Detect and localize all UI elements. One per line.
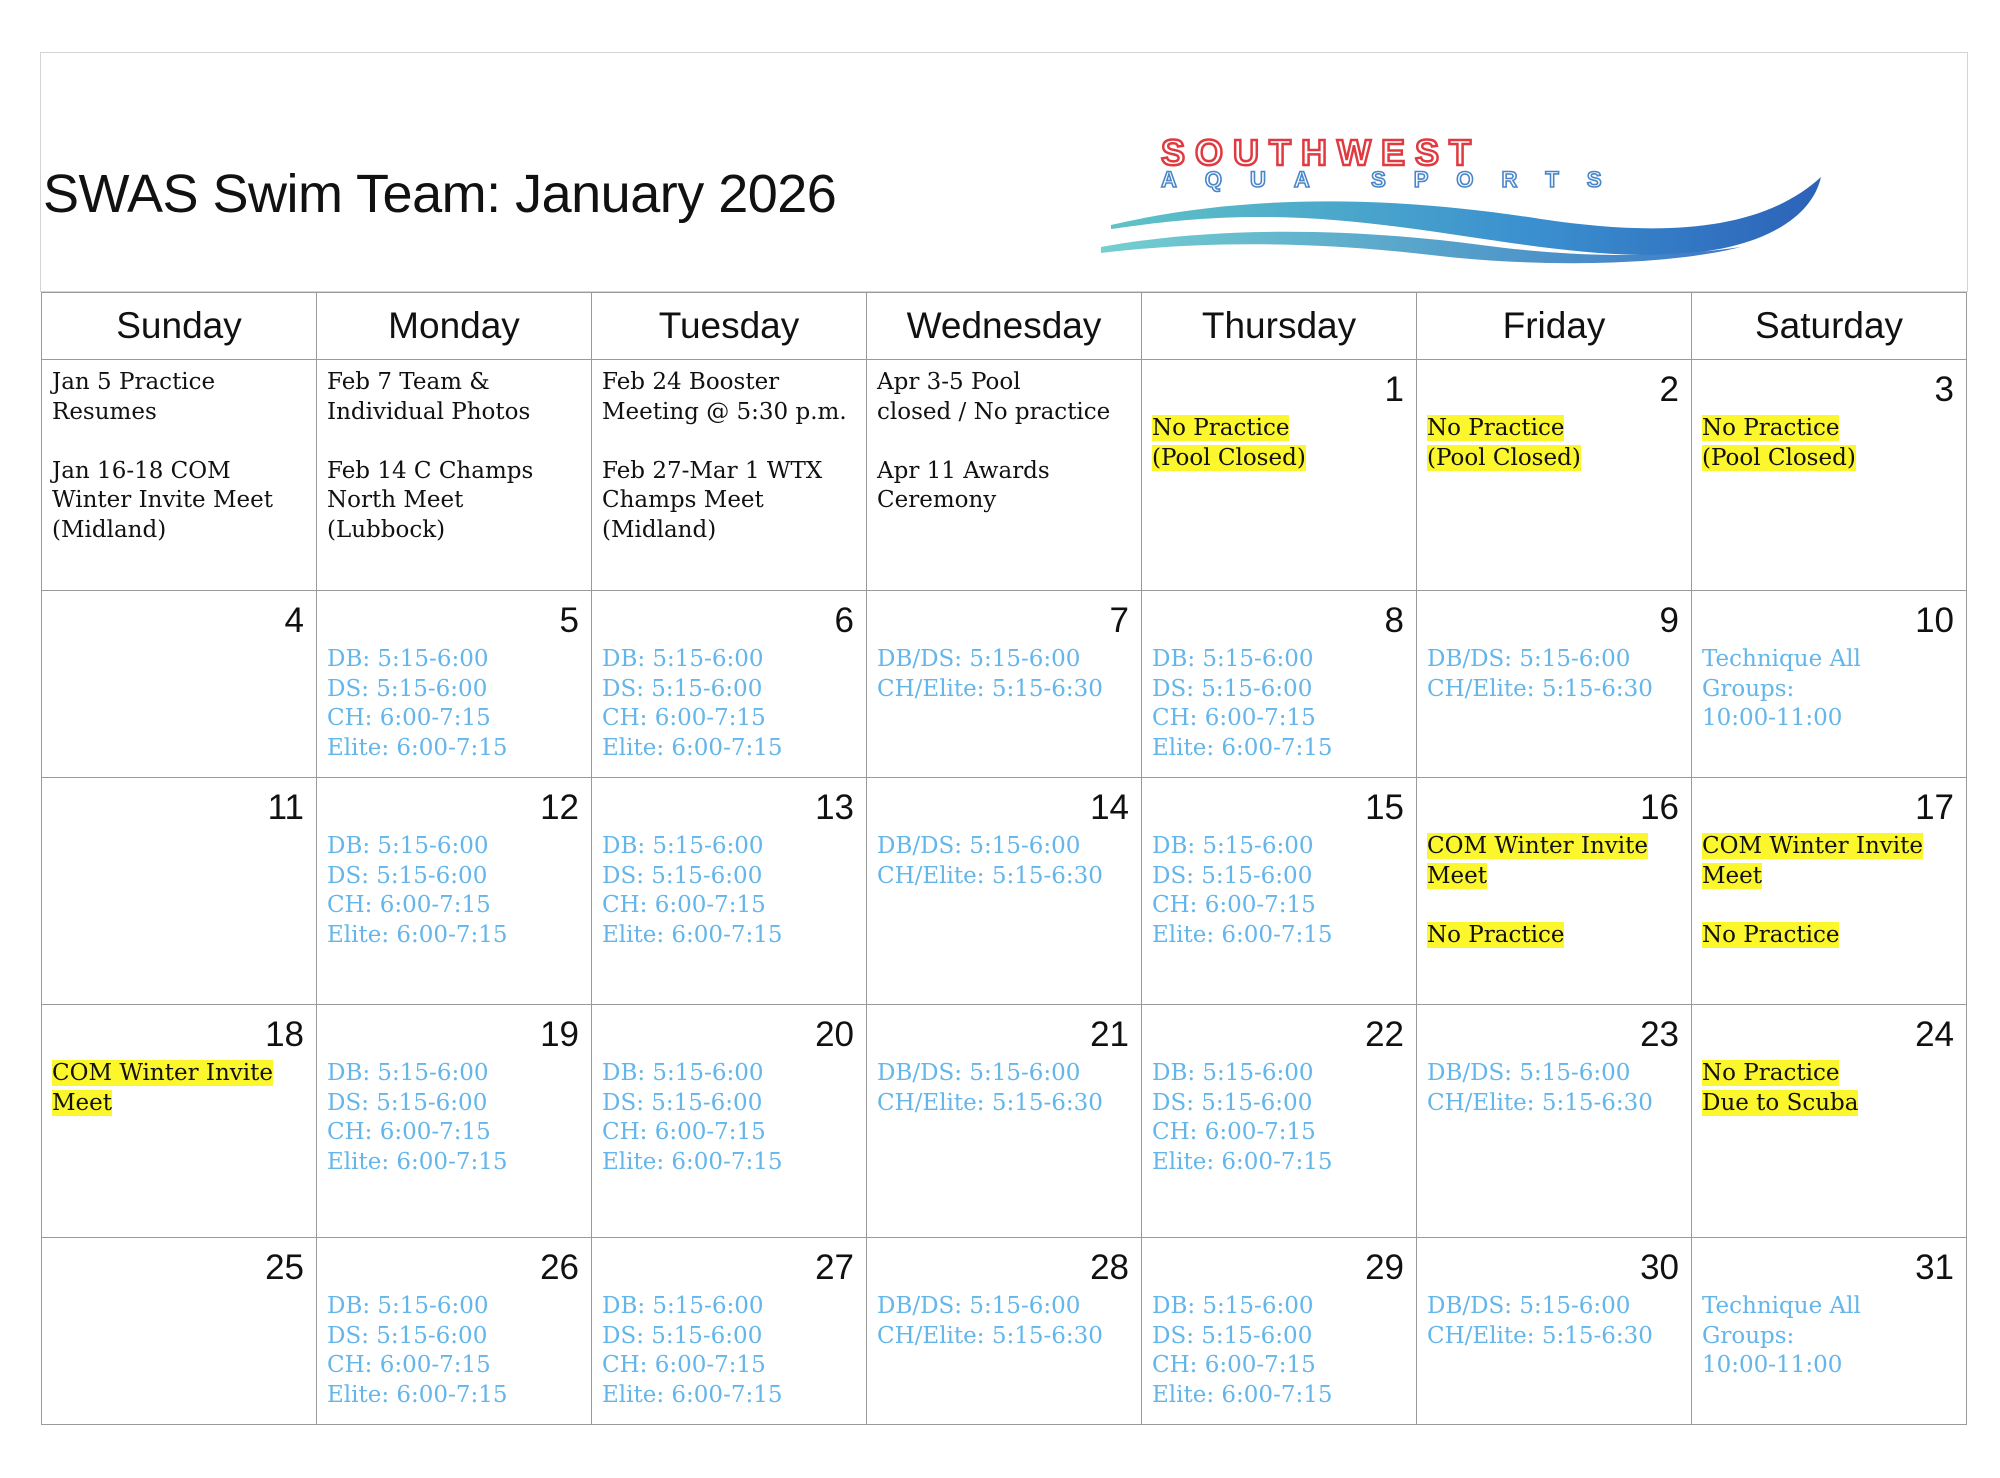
week-row-3: [42, 778, 1967, 1005]
practice-schedule: DB: 5:15-6:00 DS: 5:15-6:00 CH: 6:00-7:15 Elite: 6:00-7:15: [1152, 646, 1333, 761]
calendar-grid: [41, 292, 1967, 1425]
day-cell-19: [317, 1005, 592, 1238]
day-number: 9: [1659, 601, 1679, 640]
practice-schedule: DB/DS: 5:15-6:00 CH/Elite: 5:15-6:30: [1427, 1060, 1653, 1116]
day-cell-15: [1142, 778, 1417, 1005]
day-number: 17: [1915, 788, 1954, 827]
notes-cell-sunday: [42, 360, 317, 591]
highlighted-text: No Practice: [1702, 921, 1840, 948]
notes-cell-monday: [317, 360, 592, 591]
practice-schedule: DB/DS: 5:15-6:00 CH/Elite: 5:15-6:30: [877, 833, 1103, 889]
highlighted-text: No Practice: [1427, 921, 1565, 948]
practice-schedule: DB: 5:15-6:00 DS: 5:15-6:00 CH: 6:00-7:15 Elite: 6:00-7:15: [602, 646, 783, 761]
week-row-5: [42, 1238, 1967, 1425]
logo-wordmark-aqua-sports: AQUA SPORTS: [1161, 167, 1630, 192]
day-cell-27: [592, 1238, 867, 1425]
day-number: 24: [1915, 1015, 1954, 1054]
southwest-aqua-sports-logo: [1101, 137, 1881, 267]
practice-schedule: DB/DS: 5:15-6:00 CH/Elite: 5:15-6:30: [1427, 1293, 1653, 1349]
header-box: [40, 52, 1968, 292]
day-cell-2: [1417, 360, 1692, 591]
day-number: 19: [540, 1015, 579, 1054]
practice-schedule: DB: 5:15-6:00 DS: 5:15-6:00 CH: 6:00-7:15 Elite: 6:00-7:15: [327, 1293, 508, 1408]
week-row-2: [42, 591, 1967, 778]
day-number: 20: [815, 1015, 854, 1054]
day-cell-1: [1142, 360, 1417, 591]
highlighted-text: COM Winter Invite: [1702, 833, 1923, 859]
day-number: 7: [1109, 601, 1129, 640]
highlighted-text: No Practice: [1702, 1060, 1840, 1086]
practice-schedule: DB/DS: 5:15-6:00 CH/Elite: 5:15-6:30: [1427, 646, 1653, 702]
highlighted-text: Meet: [52, 1089, 113, 1116]
day-number: 5: [559, 601, 579, 640]
practice-schedule: DB: 5:15-6:00 DS: 5:15-6:00 CH: 6:00-7:15 Elite: 6:00-7:15: [602, 1060, 783, 1175]
weekday-thursday: Thursday: [1142, 293, 1417, 360]
day-number: 12: [540, 788, 579, 827]
day-cell-3: [1692, 360, 1967, 591]
day-number: 15: [1365, 788, 1404, 827]
practice-schedule: DB/DS: 5:15-6:00 CH/Elite: 5:15-6:30: [877, 1293, 1103, 1349]
practice-schedule: DB: 5:15-6:00 DS: 5:15-6:00 CH: 6:00-7:15 Elite: 6:00-7:15: [327, 1060, 508, 1175]
day-number: 1: [1384, 370, 1404, 409]
day-cell-21: [867, 1005, 1142, 1238]
event-note: [1702, 832, 1956, 950]
highlighted-text: No Practice: [1152, 415, 1290, 441]
practice-schedule: DB: 5:15-6:00 DS: 5:15-6:00 CH: 6:00-7:15 Elite: 6:00-7:15: [1152, 1293, 1333, 1408]
day-number: 21: [1090, 1015, 1129, 1054]
highlighted-text: Meet: [1702, 862, 1763, 889]
practice-schedule: DB: 5:15-6:00 DS: 5:15-6:00 CH: 6:00-7:15 Elite: 6:00-7:15: [1152, 1060, 1333, 1175]
day-number: 11: [267, 788, 304, 827]
highlighted-text: (Pool Closed): [1152, 444, 1306, 471]
day-cell-17: [1692, 778, 1967, 1005]
day-cell-11: [42, 778, 317, 1005]
event-note: [1152, 414, 1406, 473]
day-cell-29: [1142, 1238, 1417, 1425]
day-number: 6: [834, 601, 854, 640]
day-number: 18: [265, 1015, 304, 1054]
week-row-1: [42, 360, 1967, 591]
day-cell-22: [1142, 1005, 1417, 1238]
weekday-friday: Friday: [1417, 293, 1692, 360]
highlighted-text: No Practice: [1702, 415, 1840, 441]
highlighted-text: Due to Scuba: [1702, 1089, 1859, 1116]
weekday-monday: Monday: [317, 293, 592, 360]
day-number: 14: [1090, 788, 1129, 827]
day-cell-13: [592, 778, 867, 1005]
day-cell-8: [1142, 591, 1417, 778]
day-number: 16: [1640, 788, 1679, 827]
day-number: 3: [1934, 370, 1954, 409]
practice-schedule: DB: 5:15-6:00 DS: 5:15-6:00 CH: 6:00-7:15 Elite: 6:00-7:15: [1152, 833, 1333, 948]
upcoming-events-note: Apr 3-5 Pool closed / No practice Apr 11 Awards Ceremony: [877, 369, 1111, 513]
day-number: 2: [1659, 370, 1679, 409]
weekday-saturday: Saturday: [1692, 293, 1967, 360]
day-cell-23: [1417, 1005, 1692, 1238]
day-cell-10: [1692, 591, 1967, 778]
day-cell-5: [317, 591, 592, 778]
day-cell-20: [592, 1005, 867, 1238]
weekday-sunday: Sunday: [42, 293, 317, 360]
practice-schedule: DB/DS: 5:15-6:00 CH/Elite: 5:15-6:30: [877, 646, 1103, 702]
practice-schedule: Technique All Groups: 10:00-11:00: [1702, 1293, 1861, 1378]
highlighted-text: (Pool Closed): [1702, 444, 1856, 471]
day-cell-25: [42, 1238, 317, 1425]
day-cell-26: [317, 1238, 592, 1425]
practice-schedule: DB: 5:15-6:00 DS: 5:15-6:00 CH: 6:00-7:15 Elite: 6:00-7:15: [602, 833, 783, 948]
day-cell-7: [867, 591, 1142, 778]
day-cell-4: [42, 591, 317, 778]
event-note: [1427, 832, 1681, 950]
upcoming-events-note: Jan 5 Practice Resumes Jan 16-18 COM Winter Invite Meet (Midland): [52, 369, 273, 543]
day-cell-30: [1417, 1238, 1692, 1425]
day-number: 27: [815, 1248, 854, 1287]
day-number: 25: [265, 1248, 304, 1287]
week-row-4: [42, 1005, 1967, 1238]
day-number: 8: [1384, 601, 1404, 640]
day-number: 23: [1640, 1015, 1679, 1054]
day-number: 31: [1915, 1248, 1954, 1287]
practice-schedule: Technique All Groups: 10:00-11:00: [1702, 646, 1861, 731]
upcoming-events-note: Feb 24 Booster Meeting @ 5:30 p.m. Feb 27-Mar 1 WTX Champs Meet (Midland): [602, 369, 847, 543]
day-cell-6: [592, 591, 867, 778]
highlighted-text: COM Winter Invite: [52, 1060, 273, 1086]
day-number: 4: [284, 601, 304, 640]
notes-cell-tuesday: [592, 360, 867, 591]
day-cell-16: [1417, 778, 1692, 1005]
logo-graphic: [1101, 137, 1881, 267]
highlighted-text: Meet: [1427, 862, 1488, 889]
highlighted-text: No Practice: [1427, 415, 1565, 441]
day-cell-9: [1417, 591, 1692, 778]
day-number: 28: [1090, 1248, 1129, 1287]
day-number: 10: [1915, 601, 1954, 640]
page-title: SWAS Swim Team: January 2026: [43, 164, 837, 224]
practice-schedule: DB/DS: 5:15-6:00 CH/Elite: 5:15-6:30: [877, 1060, 1103, 1116]
highlighted-text: COM Winter Invite: [1427, 833, 1648, 859]
practice-schedule: DB: 5:15-6:00 DS: 5:15-6:00 CH: 6:00-7:15 Elite: 6:00-7:15: [327, 833, 508, 948]
day-cell-12: [317, 778, 592, 1005]
day-number: 29: [1365, 1248, 1404, 1287]
event-note: [1427, 414, 1681, 473]
notes-cell-wednesday: [867, 360, 1142, 591]
day-cell-14: [867, 778, 1142, 1005]
event-note: [52, 1059, 306, 1118]
upcoming-events-note: Feb 7 Team & Individual Photos Feb 14 C Champs North Meet (Lubbock): [327, 369, 534, 543]
weekday-header-row: [42, 293, 1967, 360]
event-note: [1702, 414, 1956, 473]
day-number: 26: [540, 1248, 579, 1287]
day-cell-24: [1692, 1005, 1967, 1238]
day-number: 13: [815, 788, 854, 827]
highlighted-text: (Pool Closed): [1427, 444, 1581, 471]
weekday-tuesday: Tuesday: [592, 293, 867, 360]
event-note: [1702, 1059, 1956, 1118]
practice-schedule: DB: 5:15-6:00 DS: 5:15-6:00 CH: 6:00-7:15 Elite: 6:00-7:15: [602, 1293, 783, 1408]
weekday-wednesday: Wednesday: [867, 293, 1142, 360]
day-number: 30: [1640, 1248, 1679, 1287]
practice-schedule: DB: 5:15-6:00 DS: 5:15-6:00 CH: 6:00-7:15 Elite: 6:00-7:15: [327, 646, 508, 761]
day-number: 22: [1365, 1015, 1404, 1054]
logo-wordmark-southwest: SOUTHWEST: [1161, 137, 1481, 173]
day-cell-31: [1692, 1238, 1967, 1425]
day-cell-28: [867, 1238, 1142, 1425]
day-cell-18: [42, 1005, 317, 1238]
